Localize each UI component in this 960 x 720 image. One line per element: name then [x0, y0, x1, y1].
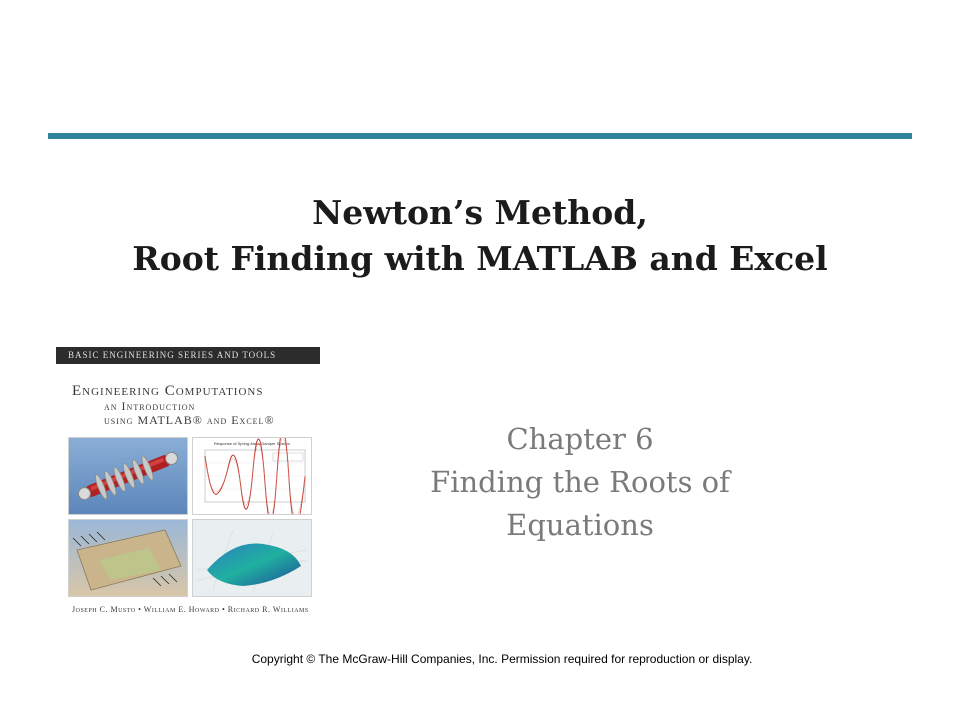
copyright-notice: Copyright © The McGraw-Hill Companies, Inc. Permission required for reproduction or display.: [251, 652, 753, 666]
cover-panel-plate: [68, 519, 188, 597]
cover-title: [72, 383, 320, 427]
title-accent-rule: [48, 133, 912, 139]
cover-panel-response-chart: [192, 437, 312, 515]
cover-chart-title: Response of Spring-Mass-Damper System: [213, 441, 291, 446]
slide-title: [0, 190, 960, 282]
plate-illustration: [69, 520, 187, 596]
slide-title-line2: Root Finding with MATLAB and Excel: [132, 239, 828, 278]
cover-title-line3: using MATLAB® and Excel®: [104, 413, 275, 427]
surface-plot-illustration: [193, 520, 311, 596]
subtitle-line2: Finding the Roots of: [430, 465, 730, 499]
cover-panel-shock-absorber: [68, 437, 188, 515]
cover-title-line1: Engineering Computations: [72, 383, 264, 399]
cover-title-line2: an Introduction: [104, 399, 196, 413]
cover-authors: Joseph C. Musto • William E. Howard • Richard R. Williams: [72, 605, 309, 614]
slide-title-line1: Newton’s Method,: [312, 193, 648, 232]
cover-panel-surface: [192, 519, 312, 597]
subtitle-line3: Equations: [506, 508, 654, 542]
slide-subtitle: [400, 418, 760, 547]
subtitle-line1: Chapter 6: [506, 422, 654, 456]
shock-absorber-illustration: [69, 438, 187, 514]
response-chart-illustration: [193, 438, 311, 514]
book-cover-image: [56, 347, 320, 622]
cover-series-band: BASIC ENGINEERING SERIES AND TOOLS: [56, 347, 320, 364]
